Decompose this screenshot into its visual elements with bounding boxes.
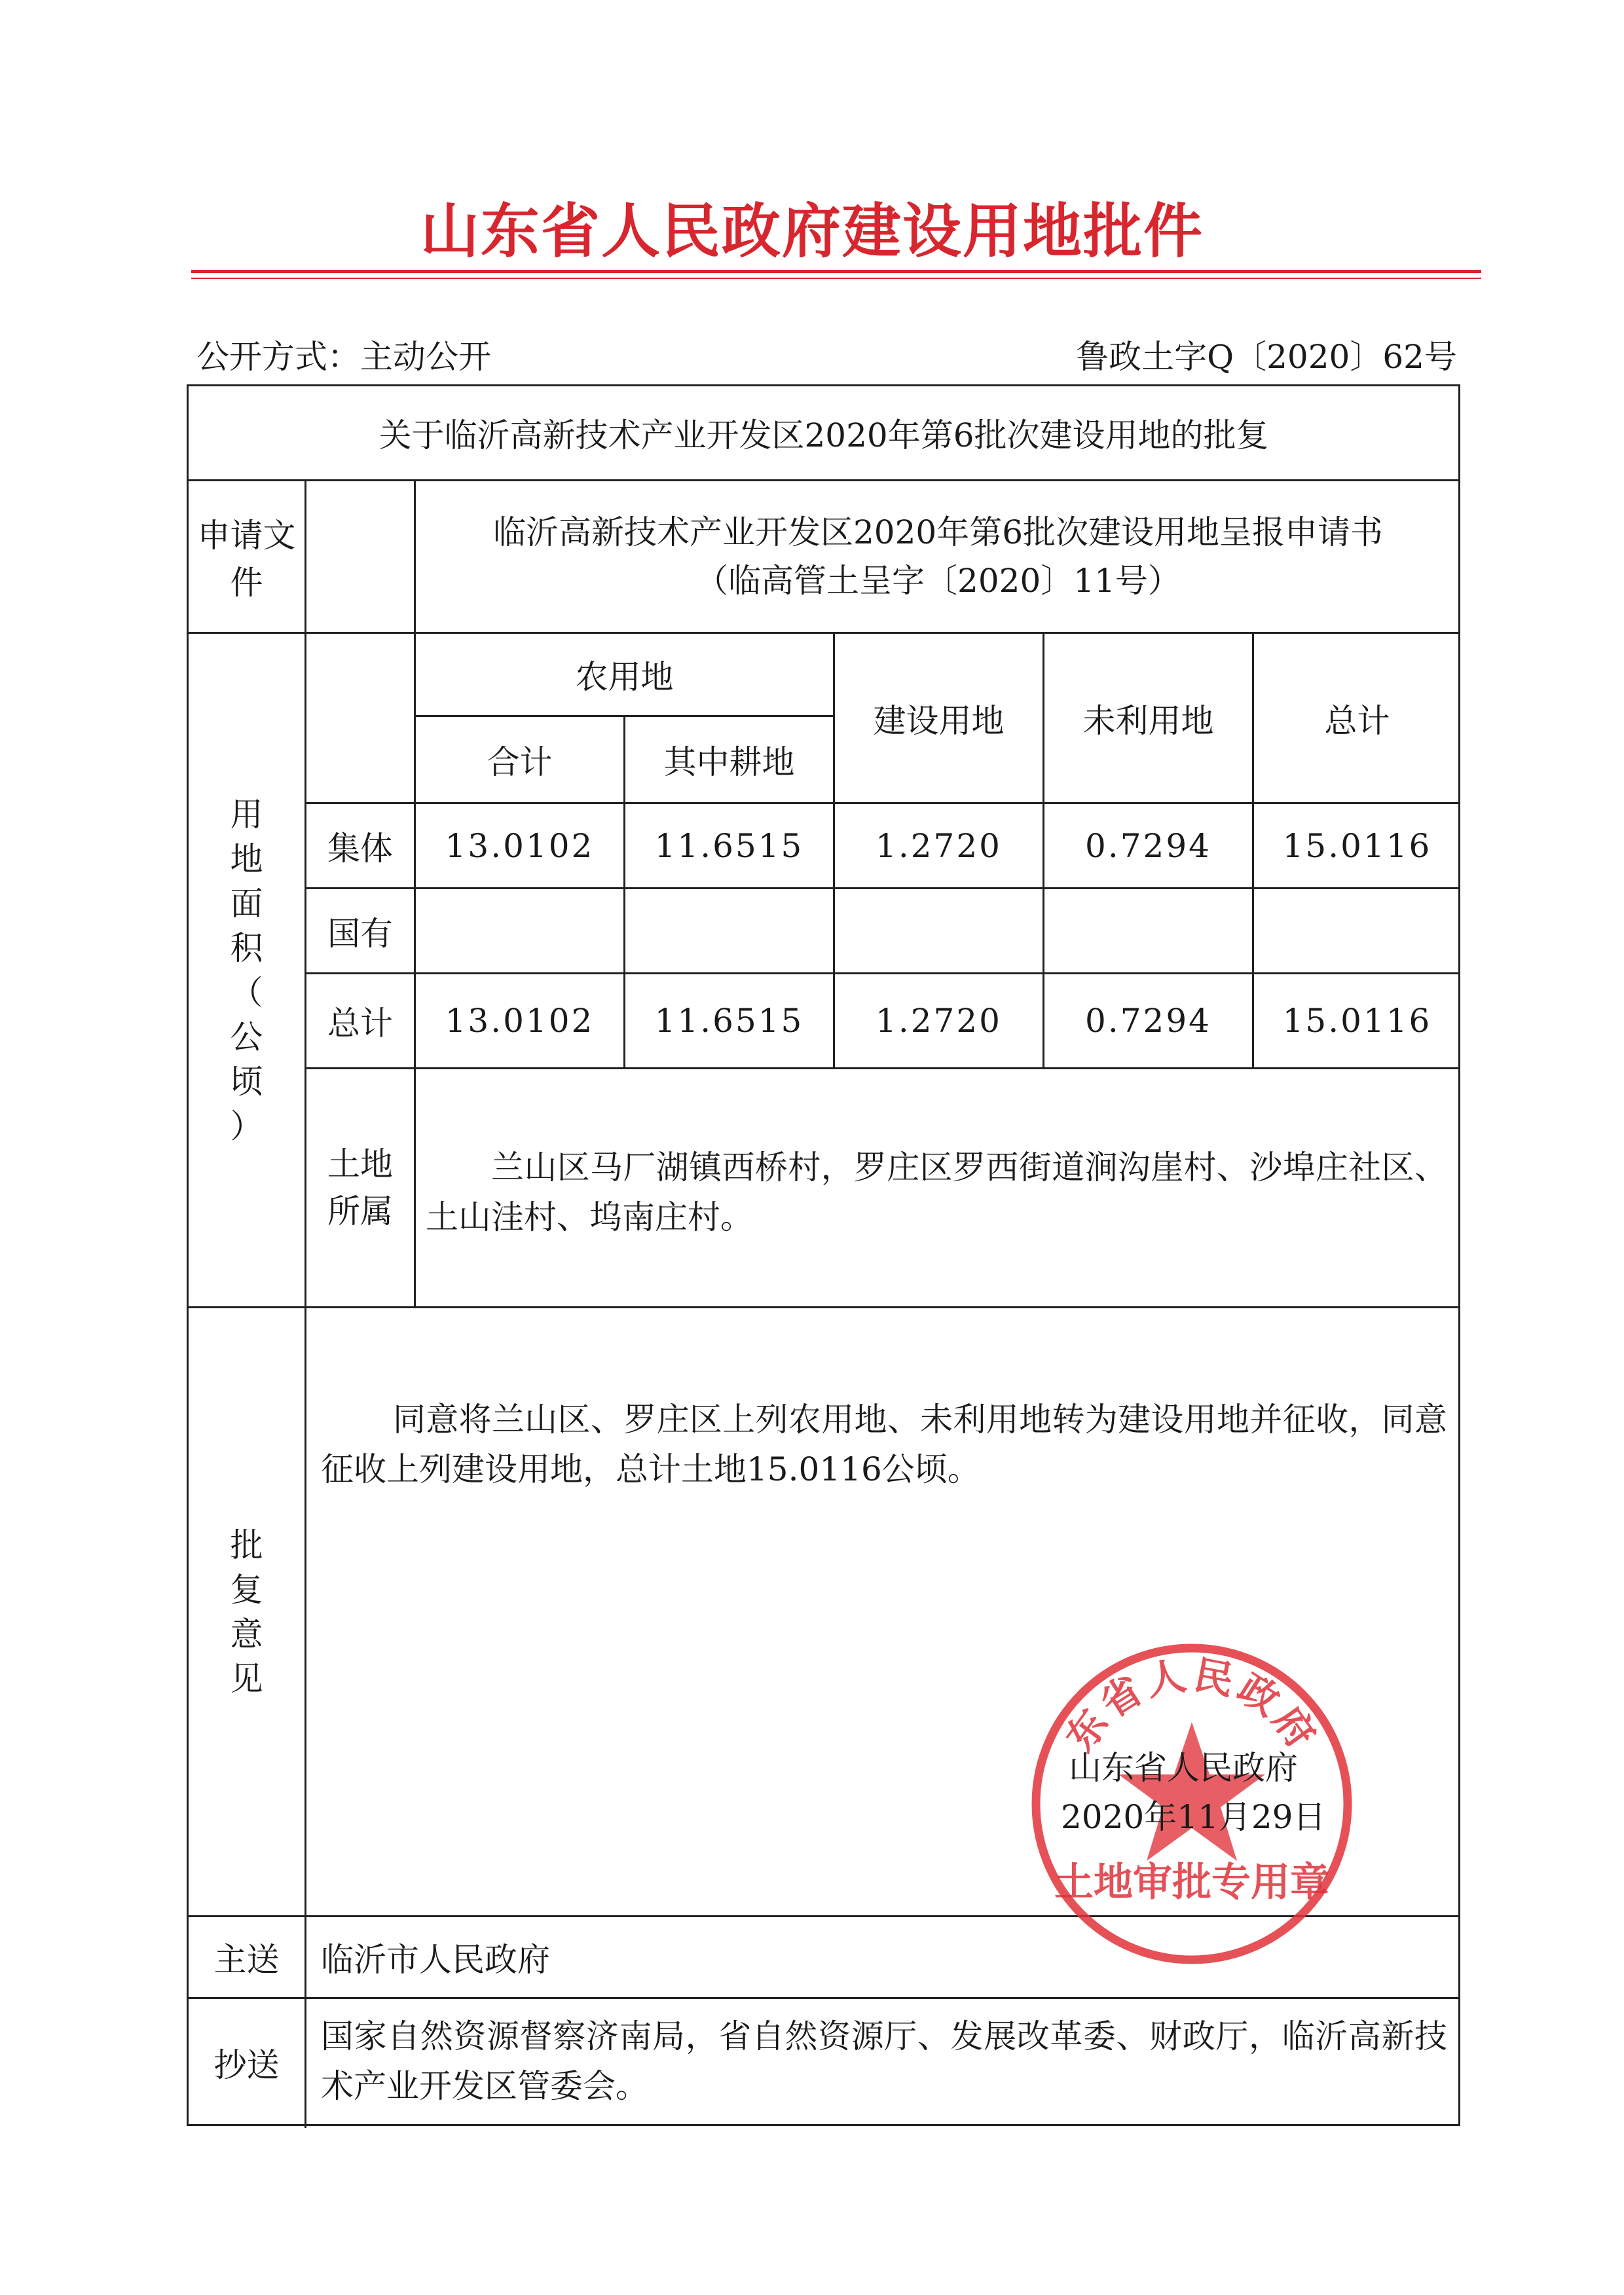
application-document [416,481,1460,632]
table-cell: 11.6515 [654,826,804,865]
table-cell: 1.2720 [876,826,1002,865]
table-cell [835,889,1043,972]
land-area-label: 用 地 面 积 （ 公 顷 ） [230,795,263,1145]
table-cell [625,889,833,972]
row-divider [304,1067,1460,1069]
header-agricultural-land: 农用地 [575,658,674,696]
main-recipient-label: 主送 [213,1941,280,1979]
approval-opinion-text: 同意将兰山区、罗庄区上列农用地、未利用地转为建设用地并征收，同意征收上列建设用地，总计土地15.0116公顷。 [321,1401,1447,1488]
table-cell: 13.0102 [445,1002,595,1040]
row-label-total: 总计 [327,1004,393,1042]
table-cell [1044,889,1252,972]
table-cell: 0.7294 [1085,826,1211,865]
seal-bottom-text: 土地审批专用章 [1054,1860,1329,1905]
subject-line: 关于临沂高新技术产业开发区2020年第6批次建设用地的批复 [378,416,1269,454]
title-rule-thick [191,270,1481,273]
signer-name: 山东省人民政府 [1069,1749,1298,1787]
header-construction-land: 建设用地 [873,701,1005,740]
document-number: 鲁政土字Q〔2020〕62号 [1076,338,1457,376]
cc-value: 国家自然资源督察济南局，省自然资源厅、发展改革委、财政厅，临沂高新技术产业开发区管委会。 [321,2017,1447,2105]
approval-opinion-label: 批 复 意 见 [230,1526,263,1698]
disclosure-method: 公开方式：主动公开 [196,338,491,376]
table-cell: 15.0116 [1282,1002,1432,1040]
row-divider [187,1306,1460,1308]
header-unused-land: 未利用地 [1082,701,1214,740]
signing-date: 2020年11月29日 [1061,1798,1326,1836]
application-line-1: 临沂高新技术产业开发区2020年第6批次建设用地呈报申请书 [492,513,1384,551]
row-label-collective: 集体 [327,829,393,868]
table-cell: 13.0102 [445,826,595,865]
table-cell: 0.7294 [1085,1002,1211,1040]
table-cell: 15.0116 [1282,826,1432,865]
header-cultivated: 其中耕地 [663,743,795,781]
header-total: 总计 [1324,701,1390,740]
land-ownership-label: 土地 所属 [327,1145,393,1230]
header-subtotal: 合计 [487,743,553,781]
table-cell [1254,889,1460,972]
document-title: 山东省人民政府建设用地批件 [420,197,1204,266]
seal-arc-text: 东省人民政府 [1057,1651,1327,1760]
application-label: 申请文件 [197,517,296,602]
cc-label: 抄送 [213,2046,280,2084]
table-cell [416,889,623,972]
table-cell: 1.2720 [876,1002,1002,1040]
row-label-state-owned: 国有 [327,914,393,953]
application-line-2: （临高管土呈字〔2020〕11号） [695,562,1181,600]
table-cell: 11.6515 [654,1002,804,1040]
row-divider [187,1997,1460,1999]
main-recipient-value: 临沂市人民政府 [321,1941,550,1979]
land-ownership-text: 兰山区马厂湖镇西桥村，罗庄区罗西街道涧沟崖村、沙埠庄社区、土山洼村、坞南庄村。 [426,1148,1447,1236]
title-rule-thin [191,278,1481,279]
